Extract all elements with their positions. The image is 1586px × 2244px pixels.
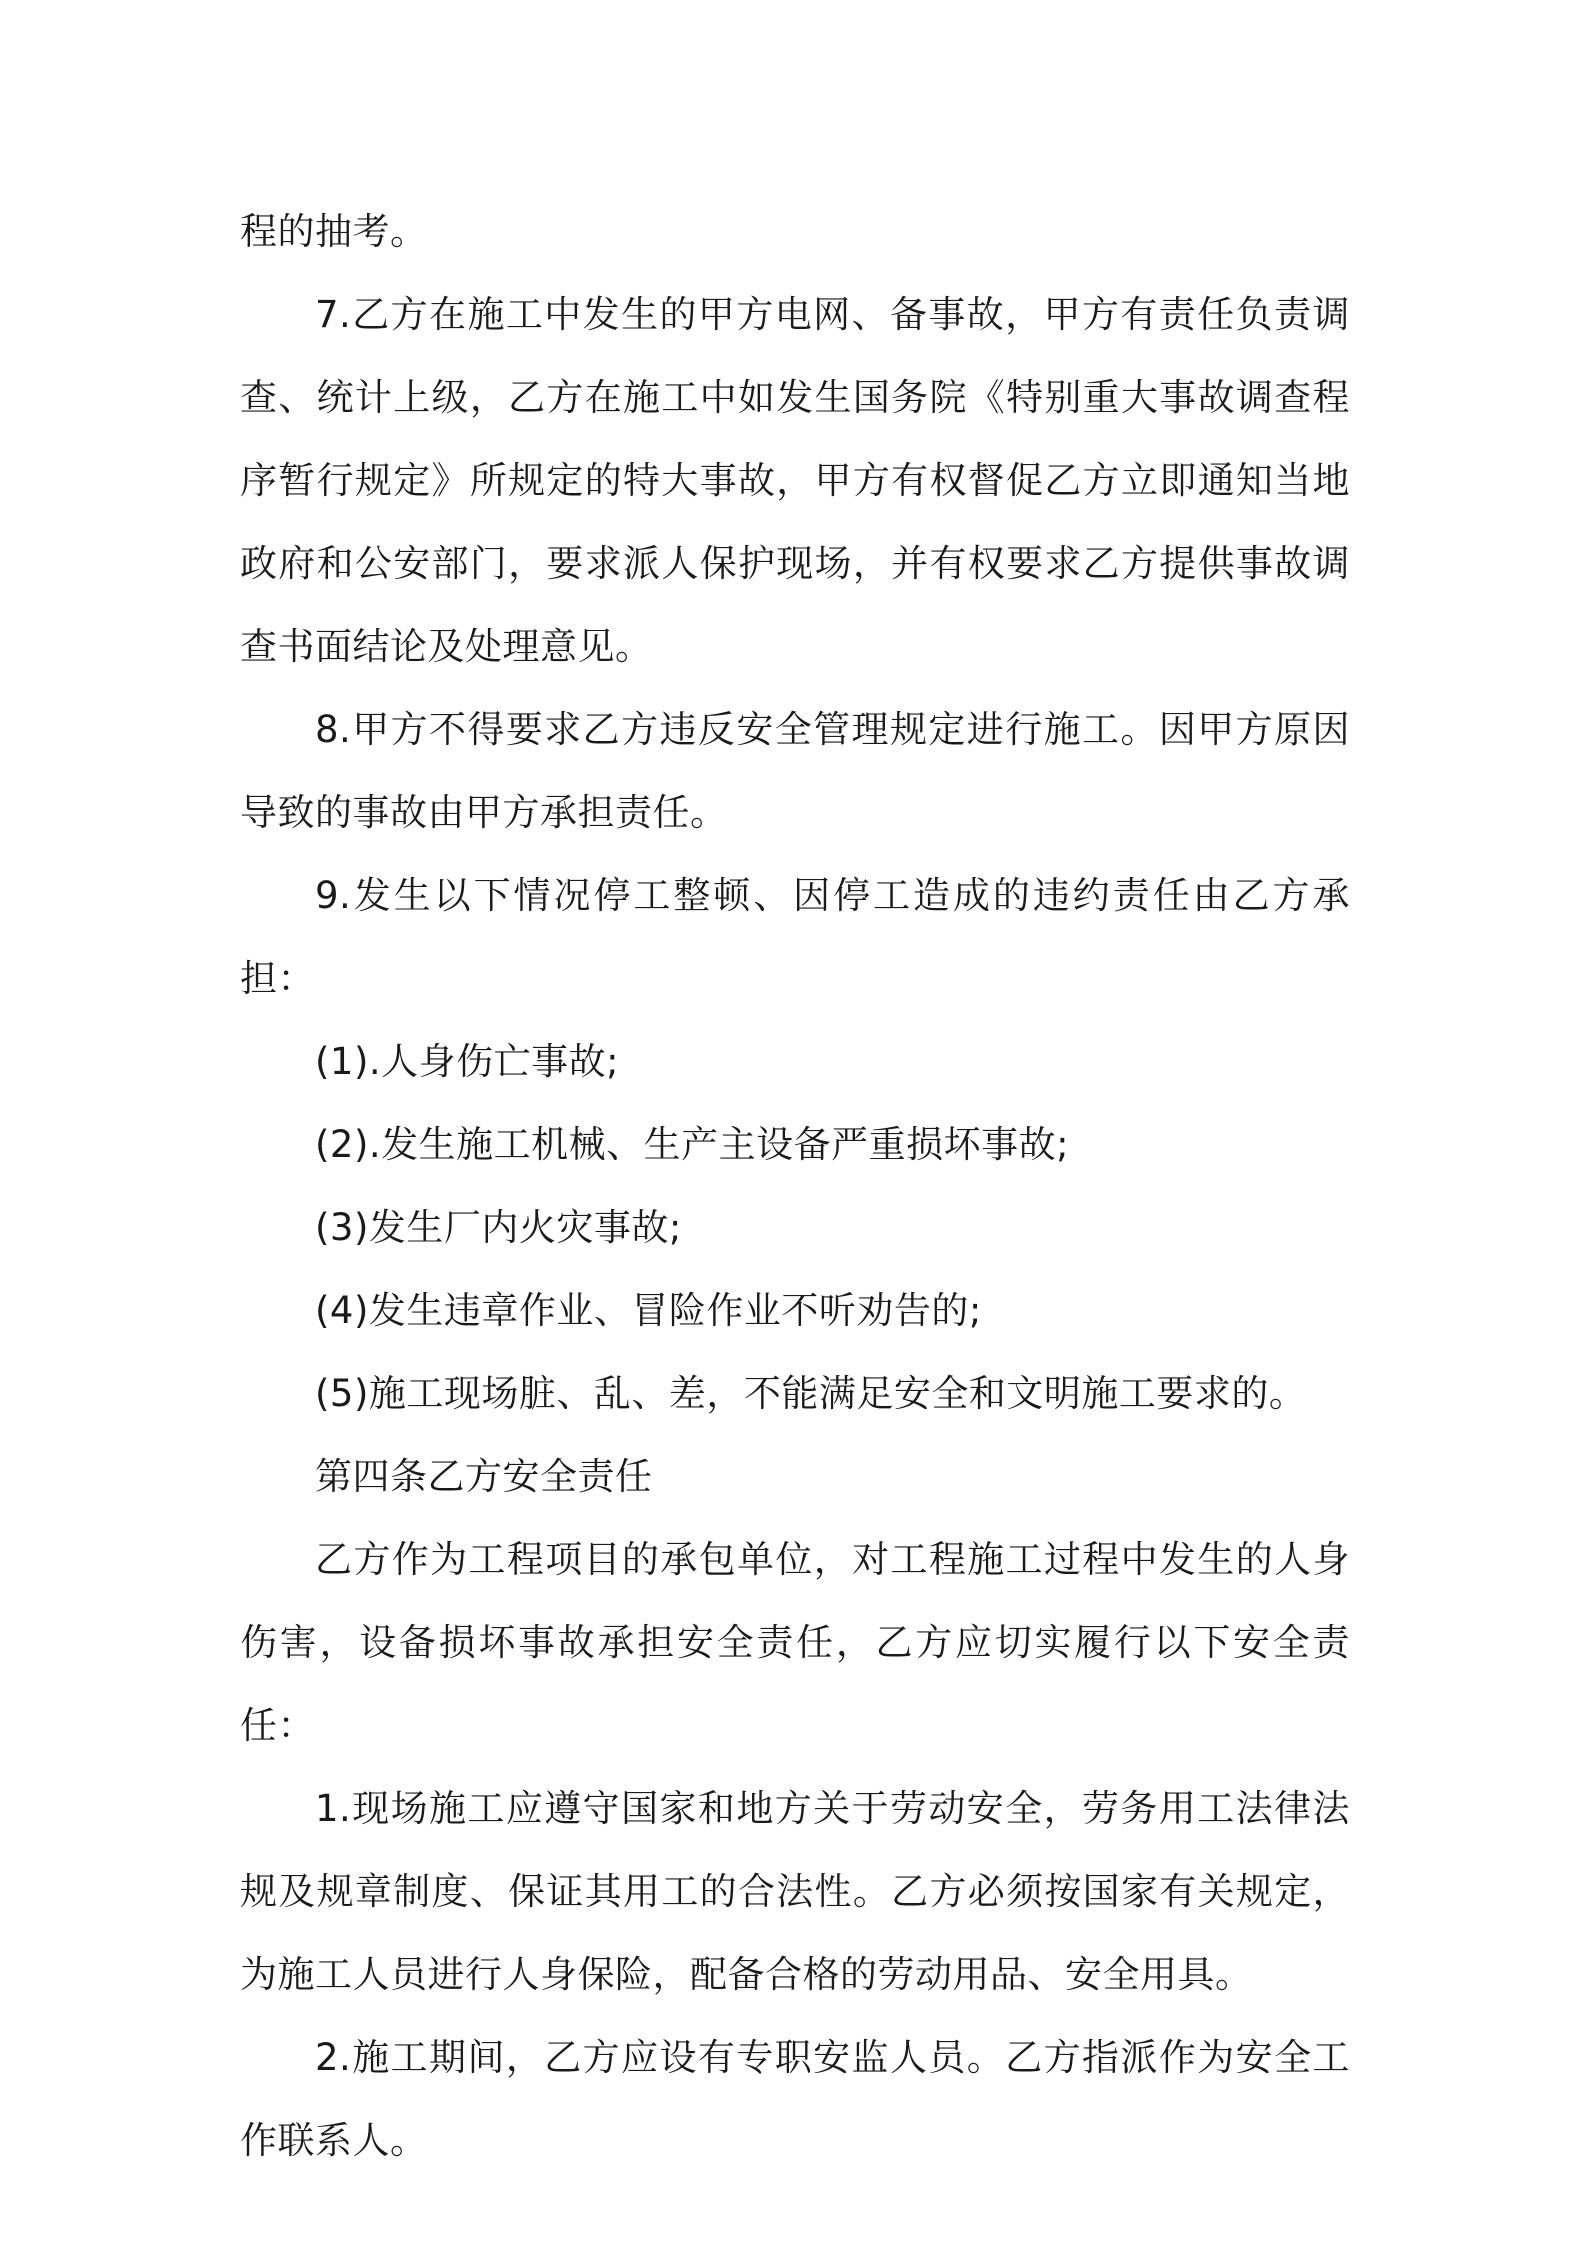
list-item-3: (3)发生厂内火灾事故; — [315, 1206, 682, 1249]
paragraph-article-4-intro: 乙方作为工程项目的承包单位，对工程施工过程中发生的人身伤害，设备损坏事故承担安全责任，乙方应切实履行以下安全责任： — [240, 1538, 1350, 1747]
paragraph-duty-2: 2.施工期间，乙方应设有专职安监人员。乙方指派作为安全工作联系人。 — [240, 2036, 1350, 2162]
paragraph-continuation: 程的抽考。 — [240, 210, 428, 253]
paragraph-duty-1: 1.现场施工应遵守国家和地方关于劳动安全，劳务用工法律法规及规章制度、保证其用工的合法性。乙方必须按国家有关规定，为施工人员进行人身保险，配备合格的劳动用品、安全用具。 — [240, 1787, 1350, 1996]
document-body — [240, 190, 1350, 2182]
paragraph-item-8: 8.甲方不得要求乙方违反安全管理规定进行施工。因甲方原因导致的事故由甲方承担责任。 — [240, 708, 1350, 834]
list-item-2: (2).发生施工机械、生产主设备严重损坏事故; — [315, 1123, 1070, 1166]
paragraph-item-9: 9.发生以下情况停工整顿、因停工造成的违约责任由乙方承担： — [240, 874, 1350, 1000]
list-item-1: (1).人身伤亡事故; — [315, 1040, 620, 1083]
section-heading-article-4: 第四条乙方安全责任 — [315, 1455, 653, 1498]
list-item-4: (4)发生违章作业、冒险作业不听劝告的; — [315, 1289, 982, 1332]
paragraph-item-7: 7.乙方在施工中发生的甲方电网、备事故，甲方有责任负责调查、统计上级，乙方在施工中如发生国务院《特别重大事故调查程序暂行规定》所规定的特大事故，甲方有权督促乙方立即通知当地政府和公安部门，要求派人保护现场，并有权要求乙方提供事故调查书面结论及处理意见。 — [240, 293, 1350, 668]
list-item-5: (5)施工现场脏、乱、差，不能满足安全和文明施工要求的。 — [315, 1372, 1307, 1415]
